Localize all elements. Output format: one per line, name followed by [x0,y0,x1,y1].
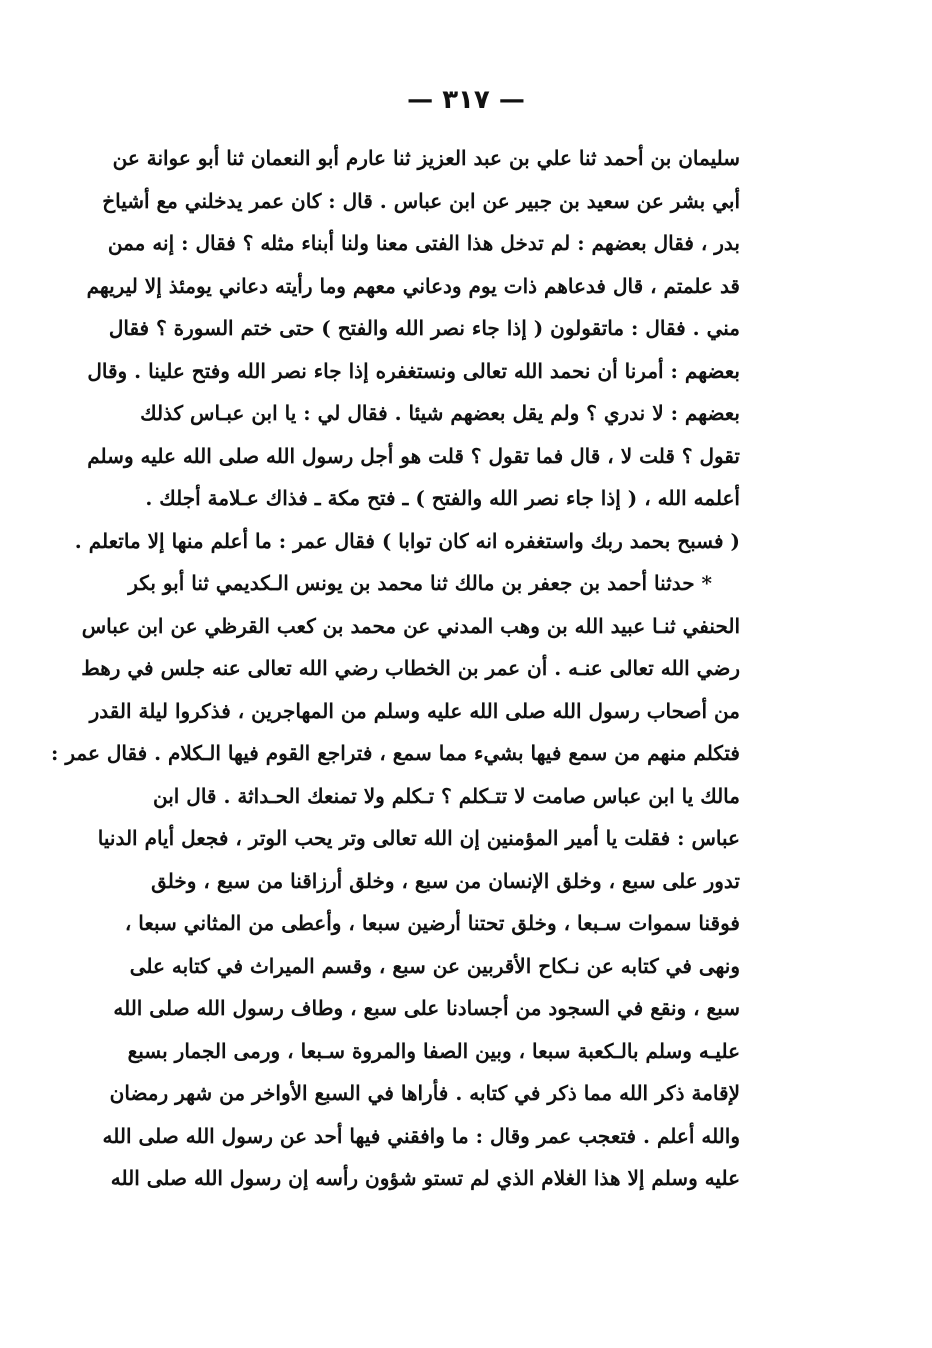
text-line: لإقامة ذكر الله مما ذكر في كتابه . فأراها في السبع الأواخر من شهر رمضان [109,1081,740,1105]
text-line: * حدثنا أحمد بن جعفر بن مالك ثنا محمد بن يونس الـكديمي ثنا أبو بكر [128,571,712,595]
text-line: من أصحاب رسول الله صلى الله عليه وسلم من المهاجرين ، فذكروا ليلة القدر [89,698,740,723]
text-line: ونهى في كتابه عن نـكاح الأقربين عن سبع ، وقسم الميراث في كتابه على [129,953,740,978]
text-line: مني . فقال : ماتقولون ( إذا جاء نصر الله والفتح ) حتى ختم السورة ؟ فقال [108,316,740,340]
text-line: أبي بشر عن سعيد بن جبير عن ابن عباس . قال : كان عمر يدخلني مع أشياخ [102,188,740,213]
text-line: بعضهم : لا ندري ؟ ولم يقل بعضهم شيئا . فقال لي : يا ابن عبـاس كذلك [140,401,740,425]
text-line: الحنفي ثنـا عبيد الله بن وهب المدني عن محمد بن كعب القرظي عن ابن عباس [81,613,740,638]
text-line: بعضهم : أمرنا أن نحمد الله تعالى ونستغفره إذا جاء نصر الله وفتح علينا . وقال [87,358,740,383]
text-line: عباس : فقلت يا أمير المؤمنين إن الله تعالى وتر يحب الوتر ، فجعل أيام الدنيا [97,826,740,850]
text-line: مالك يا ابن عباس صامت لا تتـكلم ؟ تـكلم ولا تمنعك الحـداثة . قال ابن [152,783,740,808]
text-line: سبع ، ونقع في السجود من أجسادنا على سبع ، وطاف رسول الله صلى الله [113,996,740,1020]
text-line: فتكلم منهم من سمع فيها بشيء مما سمع ، فتراجع القوم فيها الـكلام . فقال عمر : [51,741,740,765]
text-line: قد علمتم ، قال فدعاهم ذات يوم ودعاني معهم وما رأيته دعاني يومئذ إلا ليريهم [86,273,740,298]
text-line: تدور على سبع ، وخلق الإنسان من سبع ، وخلق أرزاقنا من سبع ، وخلق [151,868,740,893]
text-line: رضي الله تعالى عنـه . أن عمر بن الخطاب رضي الله تعالى عنه جلس في رهط [81,656,740,680]
text-line: بدر ، فقال بعضهم : لم تدخل هذا الفتى معنا ولنا أبناء مثله ؟ فقال : إنه ممن [107,231,740,255]
text-line: تقول ؟ قلت لا ، قال فما تقول ؟ قلت هو أجل رسول الله صلى الله عليه وسلم [87,443,740,468]
page-body [51,137,740,1200]
page-number: — ٣١٧ — [407,85,525,115]
text-line: فوقنا سموات سـبعا ، وخلق تحتنا أرضين سبعا ، وأعطى من المثاني سبعا ، [124,911,740,935]
text-line: ( فسبح بحمد ربك واستغفره انه كان توابا ) فقال عمر : ما أعلم منها إلا ماتعلم . [74,528,740,553]
text-line: عليـه وسلم بالـكعبة سبعا ، وبين الصفا والمروة سـبعا ، ورمى الجمار بسبع [127,1038,740,1063]
text-line: أعلمه الله ، ( إذا جاء نصر الله والفتح ) ـ فتح مكة ـ فذاك عـلامة أجلك . [145,486,740,510]
text-line: عليه وسلم إلا هذا الغلام الذي لم تستو شؤون رأسه إن رسول الله صلى الله [110,1166,740,1190]
text-line: سليمان بن أحمد ثنا علي بن عبد العزيز ثنا عارم أبو النعمان ثنا أبو عوانة عن [112,146,740,170]
text-line: والله أعلم . فتعجب عمر وقال : ما وافقني فيها أحد عن رسول الله صلى الله [102,1123,740,1148]
